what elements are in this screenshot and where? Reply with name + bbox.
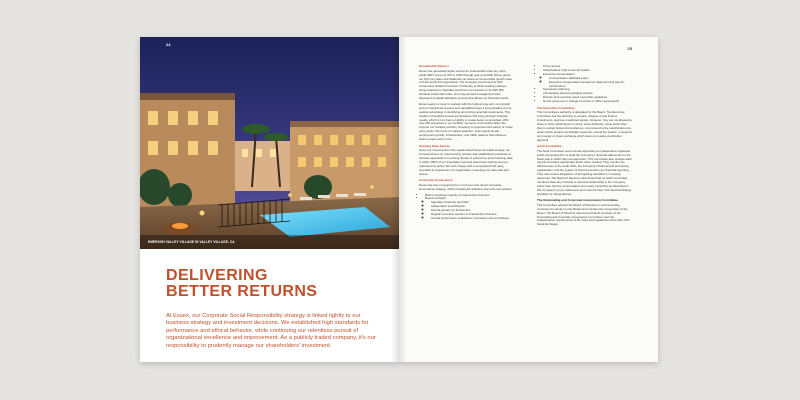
left-page [140, 37, 399, 362]
list-item-label: Board oversight: [425, 196, 447, 201]
audit-committee-paragraph: The Audit Committee recommends appointing an independent registered public accounting firm to audit the Company's financial statements for the fiscal year in which they are appointed. This Committee also reviews audit reports and takes appropriate action when needed. They monitor the effectiveness of the audit effort, the Company's financial and accounting organization, and the system of internal controls over financial reporting. They also review allegations of wrongdoing identified in Company personnel. The Board of Directors determined that no Audit Committee members have any financial or personal relationship to the Company (other than director compensation and equity ownership as described in this Company's proxy statement) and meet the New York Stock Exchange standard for independence. [537, 148, 632, 196]
list-item: • Anti-hedging and anti-pledging policies [543, 92, 632, 96]
section-heading-nominating-committee: The Nominating and Corporate Governance Committee [537, 198, 618, 203]
governance-list-continued [537, 65, 632, 104]
governance-list [419, 194, 514, 221]
section-heading-corporate-governance: Corporate Governance [419, 178, 453, 183]
page-number-left: 24 [166, 42, 171, 47]
sustainable-returns-paragraph-1: Essex has generated higher returns for shareholders than any other public REIT since our IPO in 1994 through year-end 2018. We've grown our FFO per share and dividends per share at compounded growth rates of 8.4% and 6.4% respectively. The Company announced its 24th consecutive dividend increase in February of 2019, leading to Essex being selected by Standard and Poor's for inclusion in its S&P 500 Dividend Aristocrats Index. Our long-tenured management team developed a capital allocation process that allows our financial results. [419, 68, 512, 101]
list-item: ◦ Compensation clawback policy [549, 77, 632, 81]
executive-committee-paragraph: This Committee's authority is delegated by the Board. The Executive Committee has the authority to acquire, dispose of and finance investments, approve unsolicited parties. However, they are not allowed to issue or other distributions on stock, stock dividends, issue stock other than in certain limited circumstances, recommend to the stockholders any action which requires stockholder approval, amend the bylaws, or approve any merger or share exchange which does not require stockholder approval. [537, 110, 632, 142]
list-item: • No tax gross-ups in change of control or officer agreements [543, 100, 632, 104]
sustainable-returns-paragraph-2: Essex seeks to invest in markets with the highest long-term rent growth and our disciplined process and capabilities have a long decades of rent position advantage in identifying and pricing potential investments. This results in thoughtful investment decisions that bring stronger financial results, which in turn fuel our ability to create better communities. With over 250 properties in our portfolio, we focus communities alike. We improve our resident portfolio, investing in properties and variety of rental price points. We focus on market selection, local supply trends, employment growth, infrastructure, and traffic patterns that influence where people want to live. [419, 101, 513, 142]
list-item: • Board comprised majority of independent directors [425, 194, 514, 198]
intro-paragraph: At Essex, our Corporate Social Responsibility strategy is linked tightly to our business strategy and investment decisions. We established high standards for performance and ethical behavior, while continuing our relentless pursuit of organizational excellence and improvement. As a publicly traded company, it's our responsibility to prudently manage our shareholders' investment. [166, 313, 376, 349]
text-column-1 [419, 65, 514, 223]
section-heading-executive-committee: The Executive Committee [537, 105, 575, 110]
apartment-courtyard-photo [140, 37, 399, 249]
headline-line-2: BETTER RETURNS [166, 283, 318, 300]
headline [166, 268, 317, 300]
headline-line-1: DELIVERING [166, 267, 268, 284]
list-item: • Shareholders' right to amend bylaws [543, 69, 632, 73]
section-heading-sustainable-returns: Sustainable Returns [419, 64, 449, 68]
section-heading-audit-committee: Audit Committee [537, 144, 562, 149]
board-oversight-sublist [425, 201, 514, 221]
list-item-label: Executive compensation: [543, 71, 576, 76]
page-number-right: 25 [627, 46, 632, 51]
section-heading-keeping-data-secure: Keeping Data Secure [419, 143, 450, 148]
nominating-committee-paragraph: This Committee advises the Board of Directors in recommending nominees for election to the Board and monitors the composition of the Board. The Board of Directors determined that all members of the Nominating and Corporate Governance Committee meet the independence requirements of the rules and regulations of the New York Stock Exchange. [537, 202, 630, 227]
list-item: • Succession planning [543, 88, 632, 92]
list-item [425, 197, 514, 220]
gutter-shadow-left [391, 37, 399, 362]
keeping-data-secure-paragraph: Given our investments in the capital asset homes and data storage, we increased focus on cybersecurity policies and established procedures to educate associates on evolving threats of cybercrime and protecting data. In 2018, 100% of our associates received awareness training and our cybersecurity policy. We work closely with a recognized third party, specialist to supplement our organization in keeping our data safe and secure. [419, 148, 514, 176]
list-item: ◦ Executive compensation focused on alignment and pay-for-performance [549, 81, 632, 89]
list-item: ◦ Independent Lead Director [431, 205, 514, 209]
list-item: ◦ Separate Chairman and CEO [431, 201, 514, 205]
list-item: • Proxy access [543, 65, 632, 69]
text-column-2 [537, 65, 632, 229]
corporate-governance-paragraph: Essex has been recognized for our proven and robust Corporate Governance strategy, which includes the following elements and policies: [419, 182, 513, 191]
right-page [399, 37, 658, 362]
list-item [543, 73, 632, 89]
list-item: • Director and executive stock ownership guidelines [543, 96, 632, 100]
list-item: ◦ Annual performance evaluations of directors and committees [431, 217, 514, 221]
list-item: ◦ Annual election for all directors [431, 209, 514, 213]
photo-caption: EMERSON VALLEY VILLAGE IN VALLEY VILLAGE, CA [148, 240, 235, 244]
gutter-shadow-right [399, 37, 407, 362]
brochure-spread [140, 37, 658, 362]
list-item: ◦ Regular executive session of independent directors [431, 213, 514, 217]
